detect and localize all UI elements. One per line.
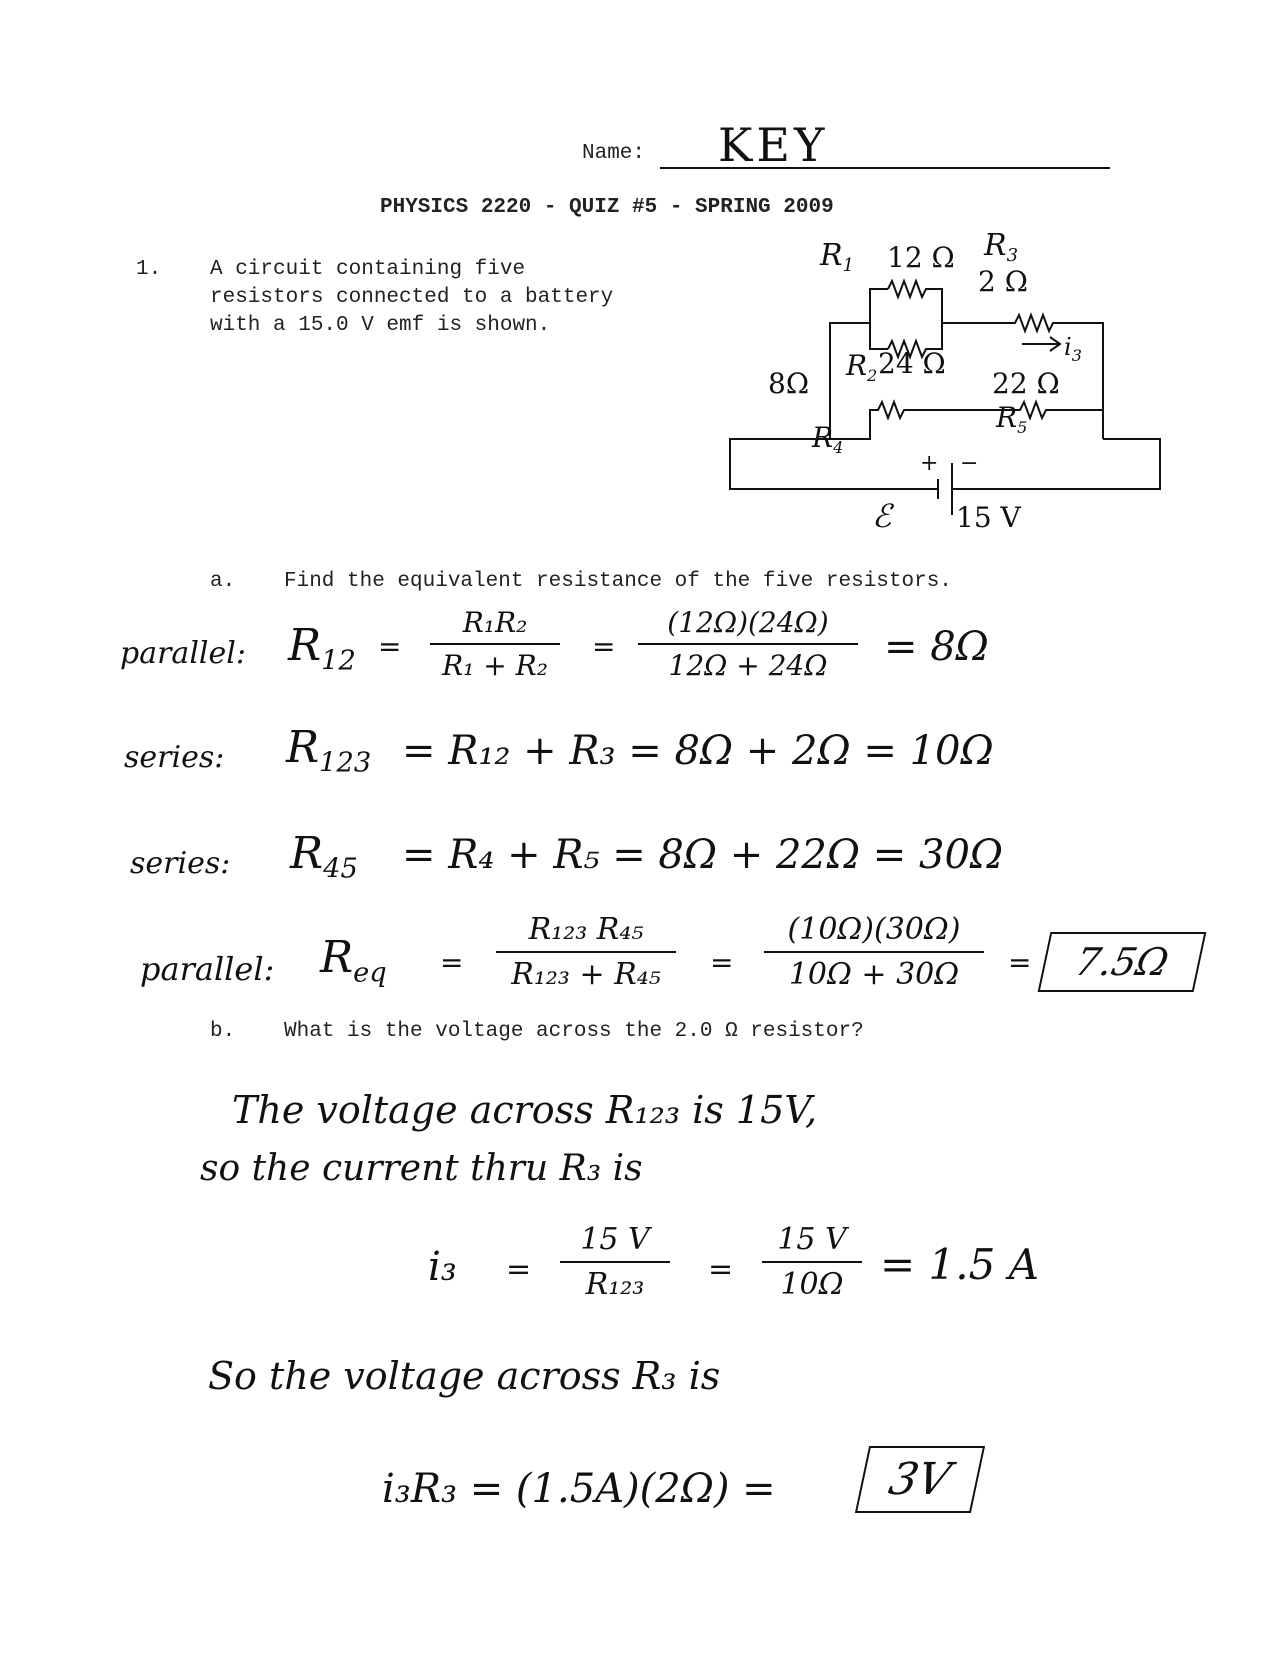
line3-lhs: $R_{45}$ [290, 828, 358, 885]
line1-eq: = [378, 630, 402, 663]
line1-lhs: $R_{12}$ [288, 620, 356, 677]
line4-lhs: $R_{eq}$ [320, 932, 387, 989]
r5-label: $R_5$ [996, 401, 1028, 437]
part-b-text-3: So the voltage across R₃ is [208, 1354, 721, 1398]
line2-label: series: [124, 740, 225, 775]
emf-label: ℰ [872, 497, 892, 535]
r1-value: 12 Ω [887, 241, 955, 274]
line1-fraction-2: (12Ω)(24Ω) 12Ω + 24Ω [638, 606, 858, 682]
line3-rhs: = R₄ + R₅ = 8Ω + 22Ω = 30Ω [402, 832, 1004, 878]
line1-eq-2: = [592, 630, 616, 663]
answer-box-a: 7.5Ω [1038, 932, 1207, 992]
part-a-letter: a. [210, 570, 236, 593]
line4-eq: = [440, 946, 464, 979]
part-b-text-1: The voltage across R₁₂₃ is 15V, [232, 1088, 818, 1132]
line1-result: = 8Ω [884, 624, 989, 670]
i3-lhs: i₃ [428, 1244, 457, 1290]
i3-fraction-1: 15 V R₁₂₃ [560, 1222, 670, 1302]
r1-label: $R_1$ [820, 238, 855, 276]
line4-eq-2: = [710, 946, 734, 979]
final-result [862, 1446, 978, 1513]
line4-result [1044, 932, 1200, 992]
part-a-question: Find the equivalent resistance of the five resistors. [284, 570, 952, 593]
part-b-question: What is the voltage across the 2.0 Ω resistor? [284, 1020, 864, 1043]
r3-label: $R_3$ [984, 228, 1019, 266]
i3-eq: = [506, 1252, 532, 1287]
r5-value: 22 Ω [992, 367, 1060, 400]
i3-eq-2: = [708, 1252, 734, 1287]
i3-fraction-2: 15 V 10Ω [762, 1222, 862, 1302]
line3-label: series: [130, 846, 231, 881]
battery-value: 15 V [956, 501, 1021, 534]
line4-label: parallel: [140, 950, 275, 988]
line2-lhs: $R_{123}$ [286, 722, 372, 779]
r2-label: $R_2$ [846, 349, 878, 385]
name-value: KEY [718, 118, 829, 172]
circuit-diagram [720, 225, 1170, 545]
line2-rhs: = R₁₂ + R₃ = 8Ω + 2Ω = 10Ω [402, 728, 994, 774]
part-b-text-2: so the current thru R₃ is [200, 1148, 643, 1189]
battery-plus: + [920, 451, 939, 476]
r4-value: 8Ω [768, 367, 810, 400]
battery-minus: − [960, 451, 979, 476]
line4-fraction-1: R₁₂₃ R₄₅ R₁₂₃ + R₄₅ [496, 912, 676, 992]
i3-result: = 1.5 A [880, 1240, 1040, 1289]
part-b-letter: b. [210, 1020, 236, 1043]
line4-fraction-2: (10Ω)(30Ω) 10Ω + 30Ω [764, 912, 984, 992]
r2-value: 24 Ω [878, 347, 946, 380]
r3-value: 2 Ω [978, 265, 1028, 298]
problem-number: 1. [136, 258, 162, 281]
name-label: Name: [582, 142, 646, 165]
line1-fraction-1: R₁R₂ R₁ + R₂ [430, 606, 560, 682]
r4-label: $R_4$ [812, 421, 844, 457]
problem-text-line-1: A circuit containing five [210, 258, 526, 281]
i3-label: $i_3$ [1064, 333, 1082, 365]
quiz-title: PHYSICS 2220 - QUIZ #5 - SPRING 2009 [380, 196, 834, 219]
line1-label: parallel: [120, 636, 246, 671]
answer-box-b: 3V [855, 1446, 985, 1513]
final-lhs: i₃R₃ = (1.5A)(2Ω) = [382, 1466, 776, 1512]
problem-text-line-3: with a 15.0 V emf is shown. [210, 314, 551, 337]
line4-result-eq: = [1008, 946, 1032, 979]
problem-text-line-2: resistors connected to a battery [210, 286, 614, 309]
